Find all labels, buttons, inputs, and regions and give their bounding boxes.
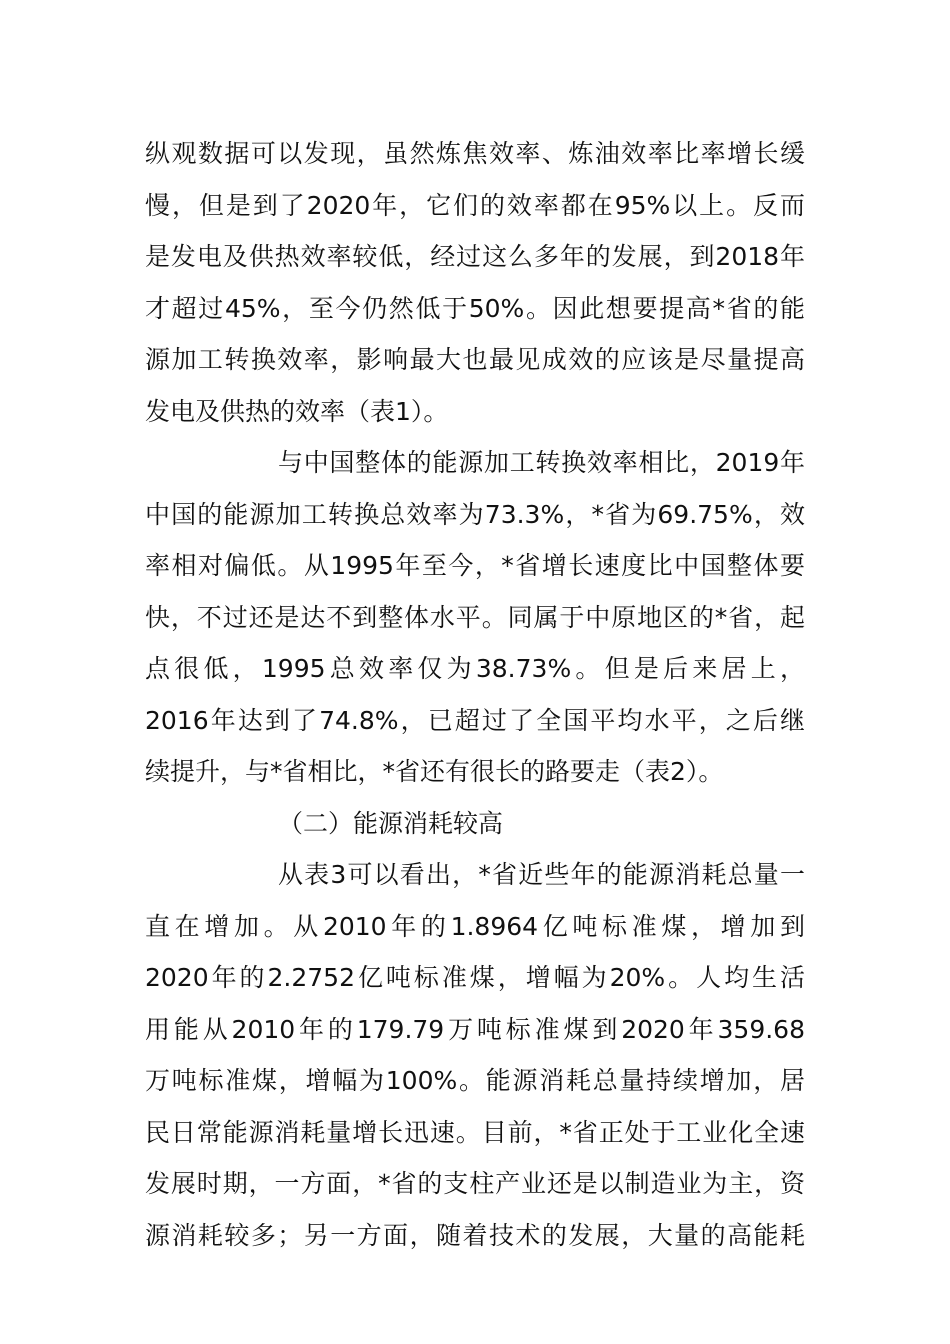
paragraph-national-comparison bbox=[145, 437, 805, 798]
text-line: 2020年的2.2752亿吨标准煤，增幅为20%。人均生活 bbox=[145, 963, 805, 992]
paragraph-energy-consumption bbox=[145, 849, 805, 1261]
text-line: 直在增加。从2010年的1.8964亿吨标准煤，增加到 bbox=[145, 911, 805, 941]
text-line: 源加工转换效率，影响最大也最见成效的应该是尽量提高 bbox=[145, 345, 805, 374]
text-line: 用能从2010年的179.79万吨标准煤到2020年359.68 bbox=[145, 1014, 805, 1044]
text-line: 发电及供热的效率（表1）。 bbox=[145, 396, 449, 426]
text-line: 点很低，1995总效率仅为38.73%。但是后来居上， bbox=[145, 654, 805, 683]
text-line: 从表3可以看出，*省近些年的能源消耗总量一 bbox=[278, 860, 805, 889]
text-line: 才超过45%，至今仍然低于50%。因此想要提高*省的能 bbox=[145, 293, 805, 323]
body-text bbox=[145, 128, 805, 1261]
text-line: 慢，但是到了2020年，它们的效率都在95%以上。反而 bbox=[145, 190, 805, 220]
heading-line: （二）能源消耗较高 bbox=[278, 808, 504, 838]
text-line: 是发电及供热效率较低，经过这么多年的发展，到2018年 bbox=[145, 242, 805, 271]
text-line: 民日常能源消耗量增长迅速。目前，*省正处于工业化全速 bbox=[145, 1117, 805, 1147]
text-line: 源消耗较多；另一方面，随着技术的发展，大量的高能耗 bbox=[145, 1220, 805, 1250]
text-line: 发展时期，一方面，*省的支柱产业还是以制造业为主，资 bbox=[145, 1169, 805, 1198]
text-line: 与中国整体的能源加工转换效率相比，2019年 bbox=[278, 448, 805, 477]
text-line: 2016年达到了74.8%，已超过了全国平均水平，之后继 bbox=[145, 705, 805, 735]
text-line: 纵观数据可以发现，虽然炼焦效率、炼油效率比率增长缓 bbox=[145, 139, 805, 168]
text-line: 中国的能源加工转换总效率为73.3%，*省为69.75%，效 bbox=[145, 499, 805, 529]
text-line: 续提升，与*省相比，*省还有很长的路要走（表2）。 bbox=[145, 757, 724, 786]
text-line: 率相对偏低。从1995年至今，*省增长速度比中国整体要 bbox=[145, 551, 805, 580]
paragraph-efficiency-summary bbox=[145, 128, 805, 437]
text-line: 快，不过还是达不到整体水平。同属于中原地区的*省，起 bbox=[145, 602, 805, 632]
section-heading bbox=[145, 798, 805, 850]
text-line: 万吨标准煤，增幅为100%。能源消耗总量持续增加，居 bbox=[145, 1066, 805, 1095]
